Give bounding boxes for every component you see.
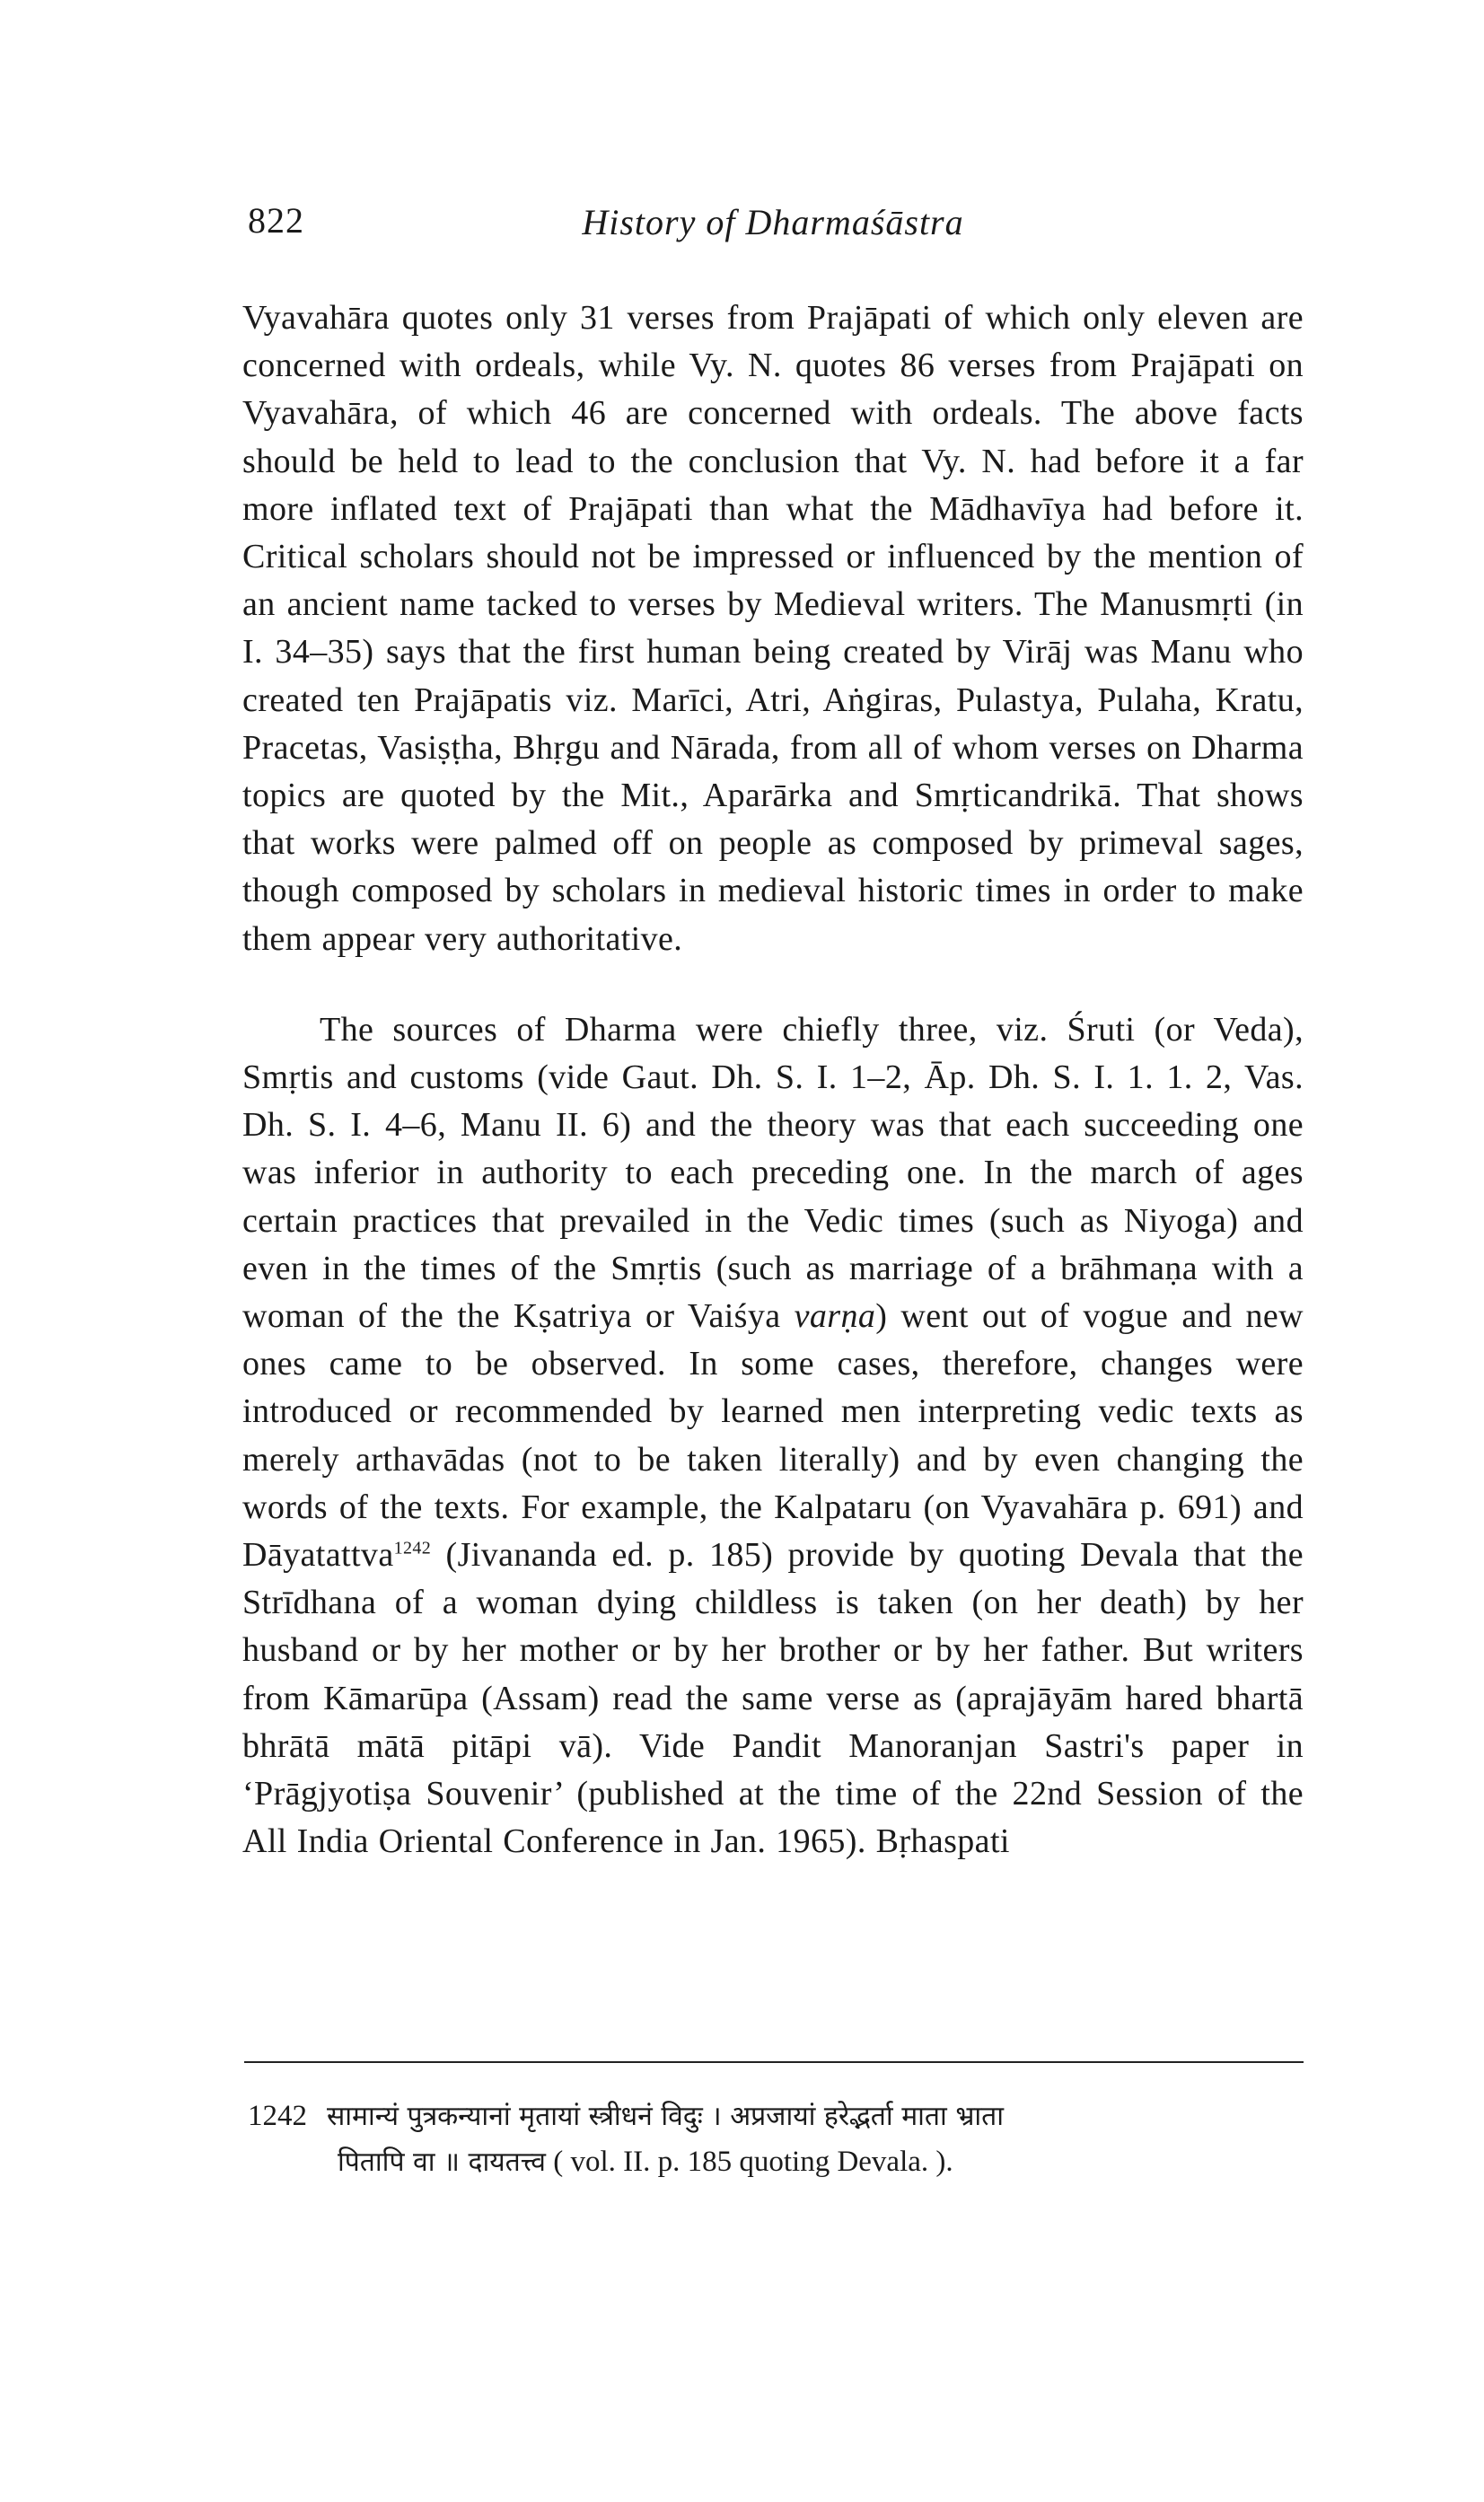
running-title: History of Dharmaśāstra [582,202,964,242]
italic-term: varṇa [794,1297,876,1336]
footnote [248,2094,1304,2185]
paragraph-2-text-a: The sources of Dharma were chiefly three, viz. Śruti (or Veda), Smṛtis and customs (vide Gaut. Dh. S. I. 1–2, Āp. Dh. S. I. 1. 1. 2, Vas. Dh. S. I. 4–6, Manu II. 6) and the theory was that each succeeding one was inferior in authority to each preceding one. In the march of ages certain practices that prevailed in the Vedic times (such as Niyoga) and even in the times of the Smṛtis (such as marriage of a brāhmaṇa with a woman of the the Kṣatriya or Vaiśya [242,1010,1304,1336]
page-number: 822 [248,200,304,241]
footnote-reference: 1242 [393,1538,432,1558]
paragraph-1 [242,294,1304,963]
footnote-line-1 [248,2094,1304,2139]
paragraph-2-text-c: (Jivananda ed. p. 185) provide by quoting Devala that the Strīdhana of a woman dying childless is taken (on her death) by her husband or by her mother or by her brother or by her father. But writers from Kāmarūpa (Assam) read the same verse as (aprajāyām hared bhartā bhrātā mātā pitāpi vā). Vide Pandit Manoranjan Sastri's paper in ‘Prāgjyotiṣa Souvenir’ (published at the time of the 22nd Session of the All India Oriental Conference in Jan. 1965). Bṛhaspati [242,1536,1304,1861]
footnote-line-2 [248,2139,1304,2185]
paragraph-1-text: Vyavahāra quotes only 31 verses from Prajāpati of which only eleven are concerned with ordeals, while Vy. N. quotes 86 verses from Prajāpati on Vyavahāra, of which 46 are concerned with ordeals. The above facts should be held to lead to the conclusion that Vy. N. had before it a far more inflated text of Prajāpati than what the Mādhavīya had before it. Critical scholars should not be impressed or influenced by the mention of an ancient name tacked to verses by Medieval writers. The Manusmṛti (in I. 34–35) says that the first human being created by Virāj was Manu who created ten Prajāpatis viz. Marīci, Atri, Aṅgiras, Pulastya, Pulaha, Kratu, Pracetas, Vasiṣṭha, Bhṛgu and Nārada, from all of whom verses on Dharma topics are quoted by the Mit., Aparārka and Smṛticandrikā. That shows that works were palmed off on people as composed by primeval sages, though composed by scholars in medieval historic times in order to make them appear very authoritative. [242,299,1304,958]
footnote-sanskrit-1: सामान्यं पुत्रकन्यानां मृतायां स्त्रीधनं विदुः । अप्रजायां हरेद्भर्ता माता भ्राता [327,2101,1005,2132]
paragraph-2-text-b: ) went out of vogue and new ones came to be observed. In some cases, therefore, changes were introduced or recommended by learned men interpreting vedic texts as merely arthavādas (not to be taken literally) and by even changing the words of the texts. For example, the Kalpataru (on Vyavahāra p. 691) and Dāyatattva [242,1297,1304,1575]
footnote-sanskrit-2: पितापि वा ॥ दायतत्त्व [338,2146,546,2178]
page-header [248,199,1298,262]
body-text [242,294,1304,1866]
paragraph-2 [242,1006,1304,1866]
footnote-divider [244,2061,1304,2063]
footnote-citation: ( vol. II. p. 185 quoting Devala. ). [545,2146,953,2178]
footnote-number: 1242 [248,2100,307,2132]
